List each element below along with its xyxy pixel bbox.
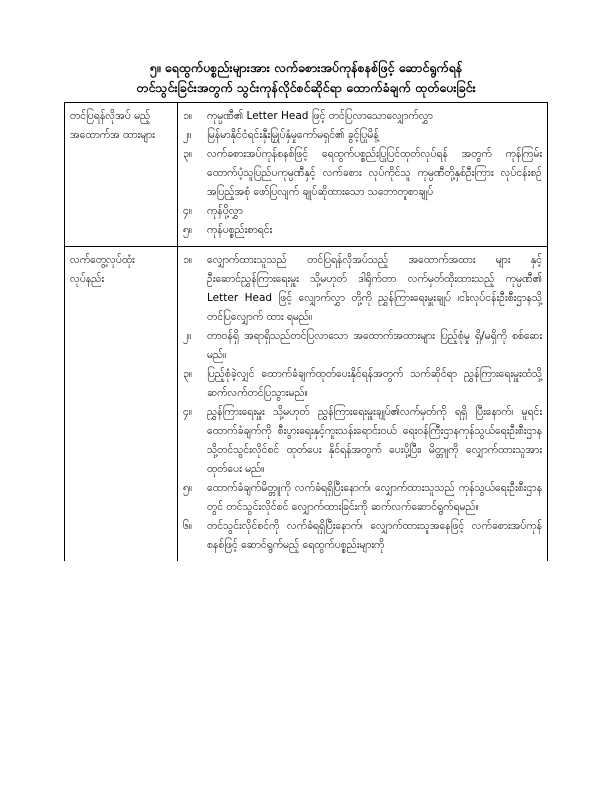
required-documents-list [178,103,548,247]
item-number: ၂။ [183,330,192,342]
item-text: မြန်မာနိုင်ငံရင်းနှီးမြှုပ်နှံမှုကော်မရှင်၏ ခွင့်ပြုမိန့် [207,129,379,141]
item-number: ၁။ [183,254,193,266]
item-text: ညွှန်ကြားရေးမှူး သို့မဟုတ် ညွှန်ကြားရေးမှူးချုပ်၏လက်မှတ်ကို ရရှိ ပြီးနောက်၊ မူရင်းထောက်ခံချက်ကို စီးပွားရေးနှင့်ကူးသန်းရောင်းဝယ် ရေးဝန်ကြီးဌာနကုန်သွယ်ရေးဦးစီးဌာနသို့တင်သွင်းလိုင်စင် ထုတ်ပေး နိုင်ရန်အတွက် ပေးပို့ပြီး၊ မိတ္တူကို လျှောက်ထားသူအား ထုတ်ပေး မည်။ [207,406,542,475]
row-label-procedure: လက်တွေ့လုပ်ထုံး လုပ်နည်း [65,247,178,562]
list-item [183,107,542,126]
item-number: ၂။ [183,129,192,141]
list-item [183,251,542,327]
item-text: ကုန်ပစ္စည်းစာရင်း [207,224,273,236]
item-text: ကုမ္ပဏီ၏ Letter Head ဖြင့် တင်ပြလာသောလျှောက်လွှာ [207,110,433,122]
item-text: ပြည့်စုံခဲ့လျှင် ထောက်ခံချက်ထုတ်ပေးနိုင်ရန်အတွက် သက်ဆိုင်ရာ ညွှန်ကြားရေးမှူးထံသို့ ဆက်လက်တင်ပြသွားမည်။ [207,368,542,399]
procedure-steps-list [178,247,548,562]
list-item [183,365,542,403]
item-text: ကုန်ပို့လွှာ [207,205,243,217]
list-item [183,327,542,365]
row-label-required-documents: တင်ပြရန်လိုအပ် မည့်အထောက်အ ထားများ [65,103,178,247]
item-number: ၅။ [183,482,193,494]
item-text: တာဝန်ရှိ အရာရှိသည်တင်ပြလာသော အထောက်အထားများ ပြည့်စုံမှု ရှိ/မရှိကို စစ်ဆေးမည်။ [207,330,542,361]
item-number: ၄။ [183,406,193,418]
item-number: ၆။ [183,520,193,532]
list-item [183,145,542,202]
item-text: လျှောက်ထားသူသည် တင်ပြရန်လိုအပ်သည့် အထောက်အထား များ နှင့် ဦးဆောင်ညွှန်ကြားရေးမှူး သို့မဟုတ် ဒါရိုက်တာ လက်မှတ်ထိုးထားသည့် ကုမ္ပဏီ၏ Letter Head ဖြင့် လျှောက်လွှာ တို့ကို ညွှန်ကြားရေးမှူးချုပ် ၊ငါးလုပ်ငန်းဦးစီးဌာနသို့ တင်ပြလျှောက် ထား ရမည်။ [207,254,542,323]
item-text: လက်ခစားအပ်ကုန်စနစ်ဖြင့် ရေထွက်ပစ္စည်းပြုပြင်ထုတ်လုပ်ရန် အတွက် ကုန်ကြမ်းထောက်ပံ့သူပြည်ပကုမ္ပဏီနှင့် လက်ခစား လုပ်ကိုင်သူ ကုမ္ပဏီတို့နှစ်ဦးကြား လုပ်ငန်းစဉ် အပြည့်အစုံ ဖော်ပြလျက် ချုပ်ဆိုထားသော သဘောတူစာချုပ် [207,148,542,198]
item-number: ၅။ [183,224,193,236]
item-number: ၁။ [183,110,193,122]
item-text: ထောက်ခံချက်မိတ္တူကို လက်ခံရရှိပြီးနောက်၊ လျှောက်ထားသူသည် ကုန်သွယ်ရေးဦးစီးဌာနတွင် တင်သွင်းလိုင်စင် လျှောက်ထားခြင်းကို ဆက်လက်ဆောင်ရွက်ရမည်။ [207,482,542,513]
page-subtitle: တင်သွင်းခြင်းအတွက် သွင်းကုန်လိုင်စင်ဆိုင်ရာ ထောက်ခံချက် ထုတ်ပေးခြင်း [136,80,476,95]
item-text: တင်သွင်းလိုင်စင်ကို လက်ခံရရှိပြီးနောက်၊ လျှောက်ထားသူအနေဖြင့် လက်ခစားအပ်ကုန်စနစ်ဖြင့် ဆောင်ရွက်မည့် ရေထွက်ပစ္စည်းများကို [207,520,542,551]
item-number: ၃။ [183,148,193,160]
list-item [183,221,542,240]
item-number: ၃။ [183,368,193,380]
list-item [183,479,542,517]
list-item [183,517,542,555]
list-item [183,403,542,479]
procedure-table [64,102,548,561]
item-number: ၄။ [183,205,193,217]
list-item [183,202,542,221]
list-item [183,126,542,145]
table-row-documents [65,103,548,247]
page-title: ၅။ ရေထွက်ပစ္စည်းများအား လက်ခစားအပ်ကုန်စနစ်ဖြင့် ဆောင်ရွက်ရန် [149,60,463,75]
table-row-procedure [65,247,548,562]
